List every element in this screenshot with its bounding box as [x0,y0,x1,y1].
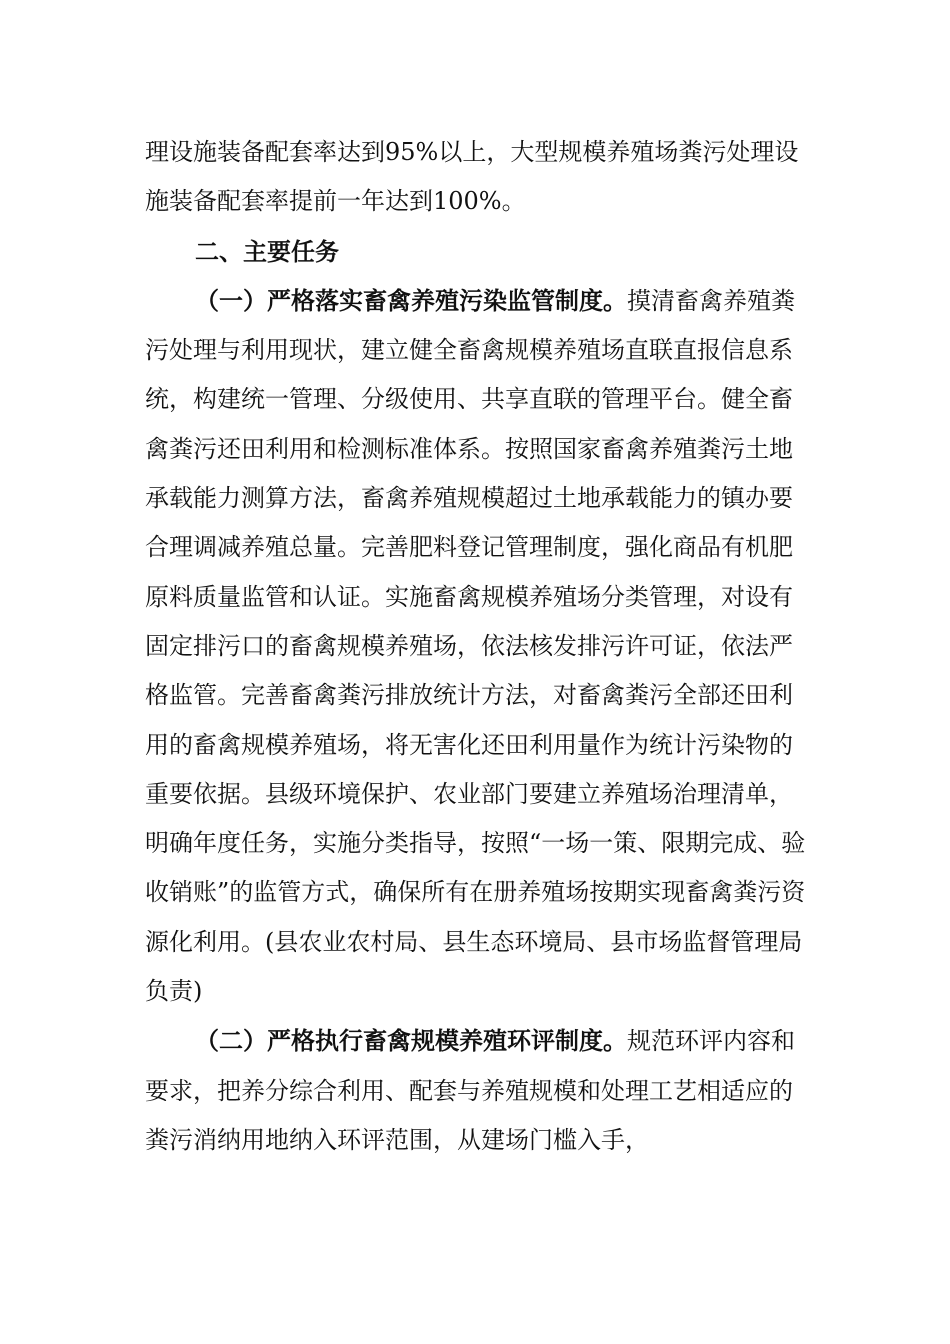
task-item-2-body: 规范环评内容和要求，把养分综合利用、配套与养殖规模和处理工艺相适应的粪污消纳用地纳入环评范围，从建场门槛入手， [145,1027,795,1154]
task-item-1-body: 摸清畜禽养殖粪污处理与利用现状，建立健全畜禽规模养殖场直联直报信息系统，构建统一管理、分级使用、共享直联的管理平台。健全畜禽粪污还田利用和检测标准体系。按照国家畜禽养殖粪污土地承载能力测算方法，畜禽养殖规模超过土地承载能力的镇办要合理调减养殖总量。完善肥料登记管理制度，强化商品有机肥原料质量监管和认证。实施畜禽规模养殖场分类管理，对设有固定排污口的畜禽规模养殖场，依法核发排污许可证，依法严格监管。完善畜禽粪污排放统计方法，对畜禽粪污全部还田利用的畜禽规模养殖场，将无害化还田利用量作为统计污染物的重要依据。县级环境保护、农业部门要建立养殖场治理清单，明确年度任务，实施分类指导，按照“一场一策、限期完成、验收销账”的监管方式，确保所有在册养殖场按期实现畜禽粪污资源化利用。(县农业农村局、县生态环境局、县市场监督管理局负责) [145,286,806,1006]
section-heading: 二、主要任务 [195,236,339,266]
task-item-1-lead: （一）严格落实畜禽养殖污染监管制度。 [195,285,627,315]
task-item-2-lead: （二）严格执行畜禽规模养殖环评制度。 [195,1026,627,1056]
task-item-1 [145,276,807,1016]
task-item-2 [145,1016,807,1165]
paragraph-continuation: 理设施装备配套率达到95%以上，大型规模养殖场粪污处理设施装备配套率提前一年达到100%。 [145,138,799,216]
document-body [145,128,807,1165]
